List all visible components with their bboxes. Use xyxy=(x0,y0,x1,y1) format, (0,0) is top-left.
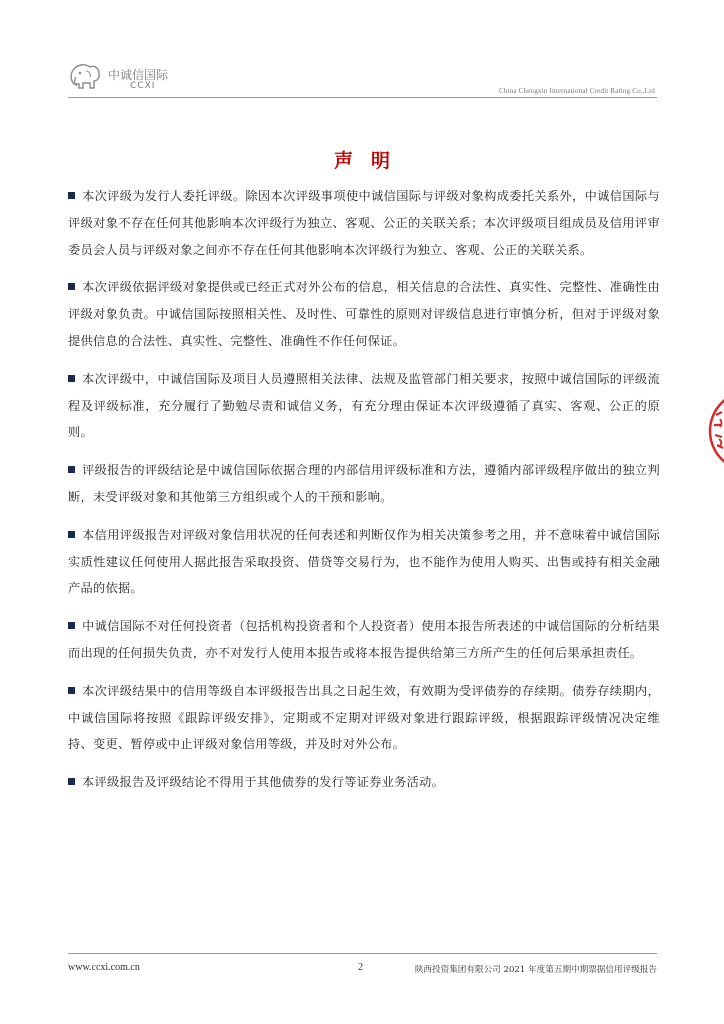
paragraph-text: 本次评级中，中诚信国际及项目人员遵照相关法律、法规及监管部门相关要求，按照中诚信国际的评级流程及评级标准，充分履行了勤勉尽责和诚信义务，有充分理由保证本次评级遵循了真实、客观、公正的原则。 xyxy=(68,371,660,440)
paragraph-text: 本评级报告及评级结论不得用于其他债券的发行等证券业务活动。 xyxy=(82,775,445,790)
paragraph-text: 本信用评级报告对评级对象信用状况的任何表述和判断仅作为相关决策参考之用，并不意味着中诚信国际实质性建议任何使用人据此报告采取投资、借贷等交易行为，也不能作为使用人购买、出售或持有相关金融产品的依据。 xyxy=(68,527,660,596)
square-bullet-icon xyxy=(68,283,75,290)
seal-stamp-icon xyxy=(704,385,724,477)
page-footer xyxy=(68,953,657,983)
paragraph-text: 中诚信国际不对任何投资者（包括机构投资者和个人投资者）使用本报告所表述的中诚信国际的分析结果而出现的任何损失负责，亦不对发行人使用本报告或将本报告提供给第三方所产生的任何后果承担责任。 xyxy=(68,619,660,660)
footer-divider xyxy=(68,953,657,954)
square-bullet-icon xyxy=(68,375,75,382)
paragraph-text: 本次评级为发行人委托评级。除因本次评级事项使中诚信国际与评级对象构成委托关系外，中诚信国际与评级对象不存在任何其他影响本次评级行为独立、客观、公正的关联关系；本次评级项目组成员及信用评审委员会人员与评级对象之间亦不存在任何其他影响本次评级行为独立、客观、公正的关联关系。 xyxy=(68,189,660,257)
header-divider xyxy=(68,97,657,98)
statement-paragraph xyxy=(68,457,660,511)
paragraph-text: 本次评级依据评级对象提供或已经正式对外公布的信息，相关信息的合法性、真实性、完整性、准确性由评级对象负责。中诚信国际按照相关性、及时性、可靠性的原则对评级信息进行审慎分析，但对于评级对象提供信息的合法性、真实性、完整性、准确性不作任何保证。 xyxy=(68,280,660,348)
logo-chinese-name: 中诚信国际 xyxy=(108,68,169,82)
square-bullet-icon xyxy=(68,531,75,538)
ccxi-logo xyxy=(68,60,178,94)
square-bullet-icon xyxy=(68,687,75,694)
page-number: 2 xyxy=(358,962,363,973)
square-bullet-icon xyxy=(68,192,75,199)
statement-paragraph xyxy=(68,678,660,758)
page-title: 声明 xyxy=(333,150,408,172)
paragraph-text: 本次评级结果中的信用等级自本评级报告出具之日起生效，有效期为受评债券的存续期。债券存续期内，中诚信国际将按照《跟踪评级安排》，定期或不定期对评级对象进行跟踪评级，根据跟踪评级情况决定维持、变更、暂停或中止评级对象信用等级，并及时对外公布。 xyxy=(68,683,660,752)
logo-english-name: CCXI xyxy=(130,81,156,91)
page-header xyxy=(68,60,657,102)
statement-paragraph xyxy=(68,183,660,263)
statement-body xyxy=(68,183,660,807)
statement-paragraph xyxy=(68,769,660,796)
statement-paragraph xyxy=(68,613,660,667)
square-bullet-icon xyxy=(68,778,75,785)
header-company-name: China Chengxin International Credit Rating Co.,Ltd xyxy=(498,87,655,95)
square-bullet-icon xyxy=(68,622,75,629)
elephant-logo-icon xyxy=(68,62,102,92)
square-bullet-icon xyxy=(68,466,75,473)
paragraph-text: 评级报告的评级结论是中诚信国际依据合理的内部信用评级标准和方法，遵循内部评级程序做出的独立判断，未受评级对象和其他第三方组织或个人的干预和影响。 xyxy=(68,463,660,504)
statement-paragraph xyxy=(68,366,660,446)
footer-report-title: 陕西投资集团有限公司 2021 年度第五期中期票据信用评级报告 xyxy=(414,965,657,975)
statement-paragraph xyxy=(68,522,660,602)
footer-website: www.ccxi.com.cn xyxy=(68,962,140,973)
statement-paragraph xyxy=(68,274,660,354)
